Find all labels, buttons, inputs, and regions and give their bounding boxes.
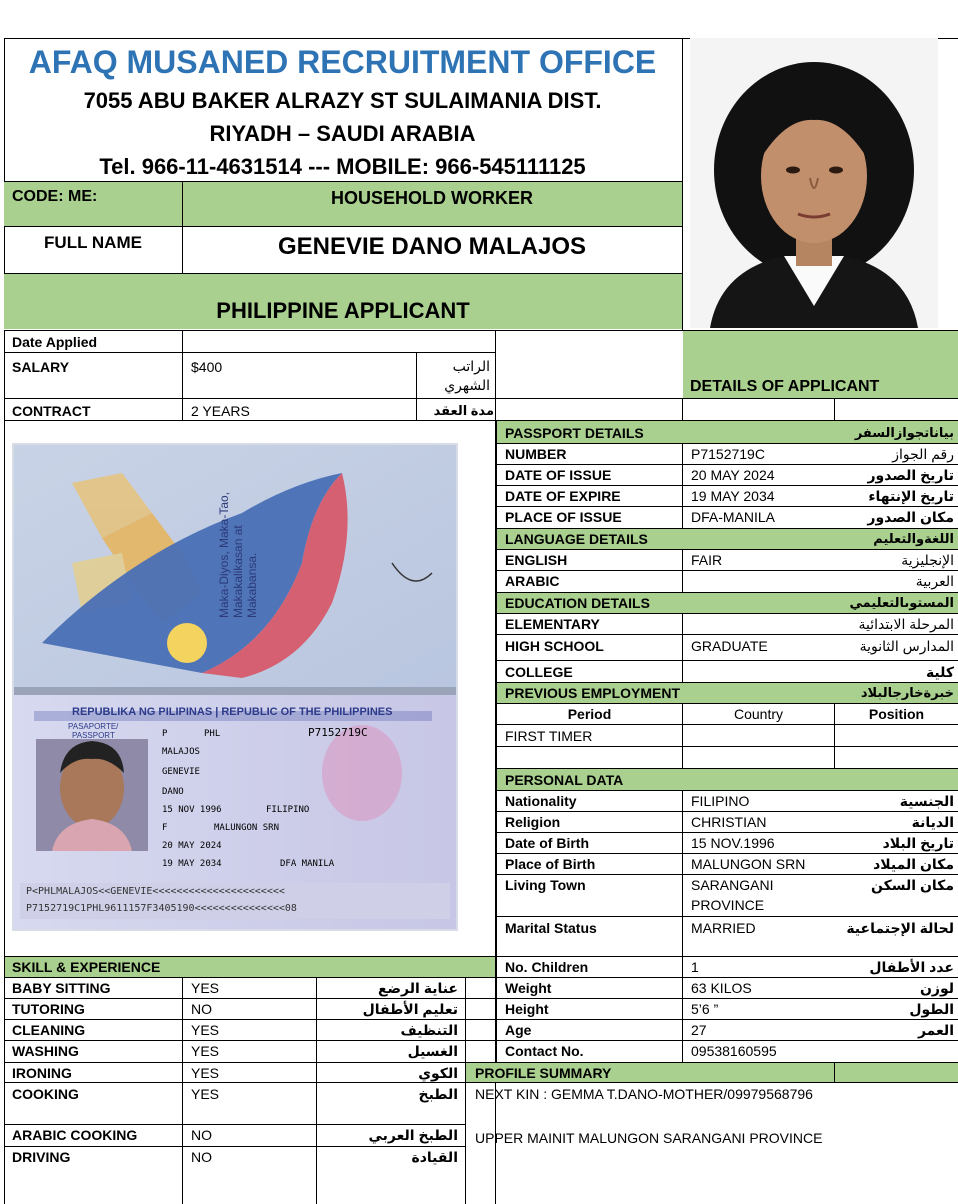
place-of-issue-label: PLACE OF ISSUE [505, 509, 622, 525]
personal-section-title: PERSONAL DATA [505, 772, 624, 788]
skill-tutoring-value: NO [191, 1001, 212, 1017]
date-of-issue-label: DATE OF ISSUE [505, 467, 612, 483]
passport-issue: 20 MAY 2024 [162, 841, 222, 851]
skill-ironing-label: IRONING [12, 1065, 72, 1081]
passport-middle: DANO [162, 787, 184, 797]
full-name-label: FULL NAME [44, 233, 142, 252]
marital-status-label-ar: لحالة الإجتماعية [846, 920, 954, 936]
living-town-value-1: SARANGANI [691, 877, 774, 893]
children-label: No. Children [505, 959, 589, 975]
language-section-title-ar: اللغةوالتعليم [873, 531, 954, 546]
passport-nationality: FILIPINO [266, 805, 310, 815]
passport-code: PHL [204, 729, 221, 739]
contract-label: CONTRACT [12, 403, 91, 419]
passport-number-label: NUMBER [505, 446, 567, 462]
profile-address: UPPER MAINIT MALUNGON SARANGANI PROVINCE [475, 1130, 823, 1146]
contract-label-ar: مدة العقد [433, 403, 494, 418]
skill-tutoring-label-ar: تعليم الأطفال [362, 1001, 458, 1017]
date-of-issue-value: 20 MAY 2024 [691, 467, 775, 483]
nationality-value: FILIPINO [691, 793, 750, 809]
arabic-label: ARABIC [505, 573, 560, 589]
place-of-birth-label-ar: مكان الميلاد [873, 856, 954, 872]
religion-label: Religion [505, 814, 561, 830]
skill-washing-value: YES [191, 1043, 220, 1059]
passport-word: PASSPORT [72, 731, 115, 740]
place-of-birth-value: MALUNGON SRN [691, 856, 806, 872]
passport-number: P7152719C [308, 726, 368, 739]
date-of-expire-value: 19 MAY 2034 [691, 488, 775, 504]
date-of-expire-label: DATE OF EXPIRE [505, 488, 621, 504]
company-address-1: 7055 ABU BAKER ALRAZY ST SULAIMANIA DIST. [83, 88, 602, 113]
marital-status-value: MARRIED [691, 920, 756, 936]
passport-surname: MALAJOS [162, 747, 200, 757]
college-label-ar: كلية [925, 664, 954, 680]
place-of-birth-label: Place of Birth [505, 856, 596, 872]
date-of-expire-label-ar: تاريخ الإنتهاء [868, 488, 954, 504]
passport-expiry: 19 MAY 2034 [162, 859, 222, 869]
salary-value: $400 [191, 359, 223, 375]
english-value: FAIR [691, 552, 723, 568]
education-section-title: EDUCATION DETAILS [505, 595, 650, 611]
high-school-label: HIGH SCHOOL [505, 638, 604, 654]
skills-section-title: SKILL & EXPERIENCE [12, 959, 161, 975]
religion-label-ar: الديانة [911, 814, 954, 830]
employment-col-country: Country [733, 706, 784, 722]
children-value: 1 [691, 959, 699, 975]
skill-cleaning-label-ar: التنظيف [400, 1022, 458, 1038]
age-label: Age [505, 1022, 532, 1038]
contact-value: 09538160595 [691, 1043, 777, 1059]
skill-arabic-cooking-label: ARABIC COOKING [12, 1127, 138, 1143]
skill-cooking-value: YES [191, 1086, 220, 1102]
passport-number-value: P7152719C [691, 446, 765, 462]
passport-motto: Maka-Diyos, Maka-Tao, Makakalikasan at Makabansa. [217, 491, 259, 618]
skill-cleaning-value: YES [191, 1022, 220, 1038]
employment-section-title: PREVIOUS EMPLOYMENT [505, 685, 681, 701]
passport-mrz-1: P<PHLMALAJOS<<GENEVIE<<<<<<<<<<<<<<<<<<<<<< [26, 886, 285, 897]
education-section-title-ar: المستوىالتعليمي [849, 595, 954, 610]
date-of-birth-value: 15 NOV.1996 [691, 835, 775, 851]
salary-label-ar: الراتب الشهري [444, 358, 490, 393]
date-applied-label: Date Applied [12, 334, 98, 350]
skill-cooking-label-ar: الطبخ [418, 1086, 458, 1102]
skill-arabic-cooking-value: NO [191, 1127, 212, 1143]
passport-number-label-ar: رقم الجواز [892, 446, 954, 462]
college-label: COLLEGE [505, 664, 573, 680]
skill-cooking-label: COOKING [12, 1086, 79, 1102]
weight-value: 63 KILOS [691, 980, 752, 996]
high-school-value: GRADUATE [691, 638, 768, 654]
company-address-2: RIYADH – SAUDI ARABIA [209, 121, 476, 146]
marital-status-label: Marital Status [505, 920, 597, 936]
employment-section-title-ar: خبرةخارجالبلاد [860, 685, 954, 700]
living-town-label-ar: مكان السكن [871, 877, 954, 893]
contract-value: 2 YEARS [191, 403, 250, 419]
high-school-label-ar: المدارس الثانوية [859, 638, 954, 654]
place-of-issue-value: DFA-MANILA [691, 509, 776, 525]
employment-col-period: Period [567, 706, 612, 722]
skill-cleaning-label: CLEANING [12, 1022, 86, 1038]
skill-baby-sitting-label-ar: عناية الرضع [377, 980, 458, 996]
skill-tutoring-label: TUTORING [12, 1001, 85, 1017]
date-of-birth-label-ar: تاريخ البلاد [882, 835, 954, 851]
passport-section-title-ar: بياناتجوازالسفر [854, 425, 954, 440]
profile-section-title: PROFILE SUMMARY [475, 1065, 612, 1081]
living-town-value-2: PROVINCE [691, 897, 765, 913]
passport-scan [12, 443, 458, 931]
age-value: 27 [691, 1022, 707, 1038]
salary-label: SALARY [12, 359, 70, 375]
skill-driving-label: DRIVING [12, 1149, 71, 1165]
skill-washing-label-ar: الغسيل [407, 1043, 458, 1059]
code-label: CODE: ME: [12, 188, 98, 205]
religion-value: CHRISTIAN [691, 814, 767, 830]
position-title: HOUSEHOLD WORKER [331, 188, 533, 208]
skill-ironing-value: YES [191, 1065, 220, 1081]
age-label-ar: العمر [917, 1022, 954, 1038]
contact-label: Contact No. [505, 1043, 584, 1059]
company-name: AFAQ MUSANED RECRUITMENT OFFICE [28, 44, 657, 80]
passport-authority: DFA MANILA [280, 859, 335, 869]
employment-col-position: Position [868, 706, 925, 722]
nationality-label: Nationality [505, 793, 577, 809]
height-label-ar: الطول [909, 1001, 954, 1017]
passport-mrz-2: P7152719C1PHL9611157F3405190<<<<<<<<<<<<<<<08 [26, 903, 297, 914]
arabic-label-ar: العربية [915, 573, 954, 589]
english-label-ar: الإنجليزية [901, 552, 954, 568]
skill-arabic-cooking-label-ar: الطبخ العربي [368, 1127, 458, 1143]
passport-pob: MALUNGON SRN [214, 823, 280, 833]
skill-baby-sitting-label: BABY SITTING [12, 980, 111, 996]
passport-type: P [162, 729, 168, 739]
skill-driving-label-ar: القيادة [411, 1149, 458, 1165]
date-of-issue-label-ar: تاريخ الصدور [867, 467, 954, 483]
date-of-birth-label: Date of Birth [505, 835, 589, 851]
company-phones: Tel. 966-11-4631514 --- MOBILE: 966-545111125 [99, 154, 586, 179]
skill-ironing-label-ar: الكوي [418, 1065, 458, 1081]
passport-dob: 15 NOV 1996 [162, 805, 222, 815]
skill-washing-label: WASHING [12, 1043, 79, 1059]
children-label-ar: عدد الأطفال [869, 959, 954, 975]
full-name-value: GENEVIE DANO MALAJOS [277, 233, 587, 260]
details-of-applicant: DETAILS OF APPLICANT [690, 378, 880, 395]
passport-given: GENEVIE [162, 767, 200, 777]
nationality-label-ar: الجنسية [899, 793, 954, 809]
place-of-issue-label-ar: مكان الصدور [867, 509, 954, 525]
language-section-title: LANGUAGE DETAILS [505, 531, 648, 547]
height-value: 5’6 ” [691, 1001, 719, 1017]
skill-baby-sitting-value: YES [191, 980, 220, 996]
passport-pasaporte: PASAPORTE/ [68, 722, 119, 731]
weight-label-ar: لوزن [919, 980, 954, 996]
weight-label: Weight [505, 980, 552, 996]
elementary-label-ar: المرحلة الابتدائية [858, 616, 954, 632]
employment-row-1: FIRST TIMER [505, 728, 593, 744]
passport-sex: F [162, 823, 168, 833]
applicant-photo [690, 38, 938, 328]
english-label: ENGLISH [505, 552, 568, 568]
elementary-label: ELEMENTARY [505, 616, 600, 632]
profile-next-kin: NEXT KIN : GEMMA T.DANO-MOTHER/09979568796 [475, 1086, 813, 1102]
passport-republic: REPUBLIKA NG PILIPINAS | REPUBLIC OF THE PHILIPPINES [72, 706, 393, 718]
skill-driving-value: NO [191, 1149, 212, 1165]
living-town-label: Living Town [505, 877, 586, 893]
passport-section-title: PASSPORT DETAILS [505, 425, 644, 441]
applicant-type: PHILIPPINE APPLICANT [216, 298, 470, 323]
height-label: Height [505, 1001, 549, 1017]
